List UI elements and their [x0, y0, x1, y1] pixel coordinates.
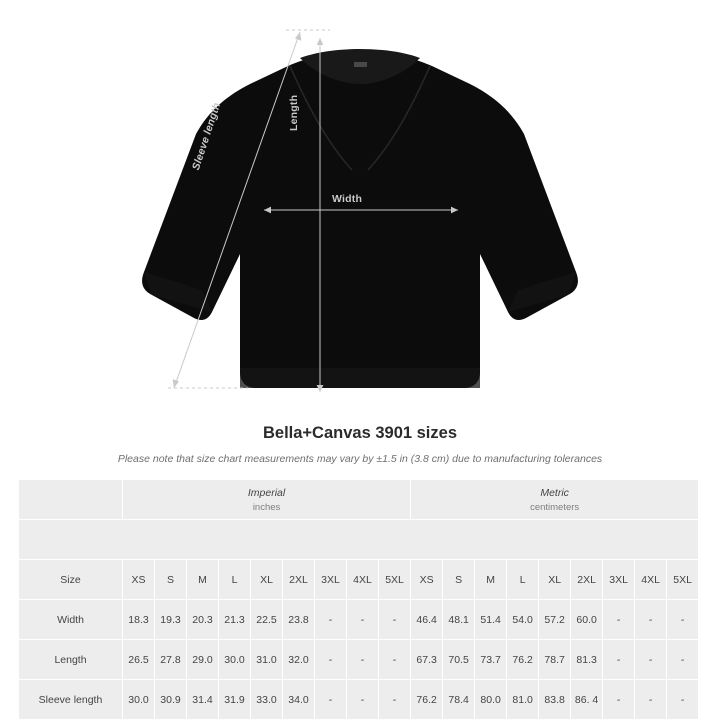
col-header-imperial-4xl: 4XL — [347, 560, 379, 600]
cell-sleeve-imperial-xs: 30.0 — [123, 680, 155, 720]
width-label: Width — [332, 193, 363, 205]
cell-length-metric-4xl: - — [635, 640, 667, 680]
unit-header-imperial — [123, 480, 411, 520]
cell-sleeve-metric-4xl: - — [635, 680, 667, 720]
col-header-metric-5xl: 5XL — [667, 560, 699, 600]
row-label-sleeve-length: Sleeve length — [19, 680, 123, 720]
col-header-metric-4xl: 4XL — [635, 560, 667, 600]
cell-width-metric-xl: 57.2 — [539, 600, 571, 640]
col-header-metric-m: M — [475, 560, 507, 600]
col-header-imperial-3xl: 3XL — [315, 560, 347, 600]
row-label-length: Length — [19, 640, 123, 680]
cell-sleeve-metric-s: 78.4 — [443, 680, 475, 720]
cell-sleeve-imperial-4xl: - — [347, 680, 379, 720]
col-header-metric-s: S — [443, 560, 475, 600]
unit-header-blank — [19, 480, 123, 520]
col-header-imperial-l: L — [219, 560, 251, 600]
cell-width-imperial-2xl: 23.8 — [283, 600, 315, 640]
sleeve-length-label: Sleeve length — [190, 101, 224, 172]
cell-sleeve-imperial-s: 30.9 — [155, 680, 187, 720]
col-header-metric-3xl: 3XL — [603, 560, 635, 600]
cell-width-metric-s: 48.1 — [443, 600, 475, 640]
cell-length-imperial-2xl: 32.0 — [283, 640, 315, 680]
size-table-container — [0, 479, 720, 720]
cell-sleeve-metric-xs: 76.2 — [411, 680, 443, 720]
spacer-cell — [19, 520, 699, 560]
cell-width-imperial-4xl: - — [347, 600, 379, 640]
size-header-row — [19, 560, 720, 600]
col-header-metric-xl: XL — [539, 560, 571, 600]
cell-width-imperial-l: 21.3 — [219, 600, 251, 640]
cell-width-metric-xs: 46.4 — [411, 600, 443, 640]
table-row — [19, 640, 720, 680]
unit-sub-metric: centimeters — [530, 501, 580, 513]
cell-width-metric-l: 54.0 — [507, 600, 539, 640]
cell-length-imperial-3xl: - — [315, 640, 347, 680]
unit-header-metric — [411, 480, 699, 520]
cell-width-metric-2xl: 60.0 — [571, 600, 603, 640]
cell-length-imperial-m: 29.0 — [187, 640, 219, 680]
cell-length-imperial-xl: 31.0 — [251, 640, 283, 680]
table-row — [19, 600, 720, 640]
cell-length-imperial-5xl: - — [379, 640, 411, 680]
cell-sleeve-imperial-5xl: - — [379, 680, 411, 720]
cell-width-metric-4xl: - — [635, 600, 667, 640]
tolerance-note: Please note that size chart measurements may vary by ±1.5 in (3.8 cm) due to manufacturing tolerances — [117, 453, 603, 465]
cell-width-imperial-s: 19.3 — [155, 600, 187, 640]
title-block — [0, 410, 720, 465]
cell-width-metric-5xl: - — [667, 600, 699, 640]
cell-length-metric-s: 70.5 — [443, 640, 475, 680]
table-spacer-row — [19, 520, 720, 560]
cell-sleeve-metric-3xl: - — [603, 680, 635, 720]
table-row — [19, 680, 720, 720]
col-header-imperial-xl: XL — [251, 560, 283, 600]
cell-width-imperial-3xl: - — [315, 600, 347, 640]
col-header-imperial-2xl: 2XL — [283, 560, 315, 600]
cell-sleeve-metric-5xl: - — [667, 680, 699, 720]
cell-length-metric-3xl: - — [603, 640, 635, 680]
cell-sleeve-metric-m: 80.0 — [475, 680, 507, 720]
cell-width-imperial-5xl: - — [379, 600, 411, 640]
unit-name-metric: Metric — [540, 486, 569, 499]
cell-sleeve-imperial-2xl: 34.0 — [283, 680, 315, 720]
size-chart-table — [18, 479, 720, 720]
length-label: Length — [288, 94, 300, 131]
cell-length-metric-l: 76.2 — [507, 640, 539, 680]
cell-width-imperial-xs: 18.3 — [123, 600, 155, 640]
cell-width-imperial-xl: 22.5 — [251, 600, 283, 640]
size-column-header: Size — [19, 560, 123, 600]
col-header-imperial-xs: XS — [123, 560, 155, 600]
col-header-imperial-5xl: 5XL — [379, 560, 411, 600]
cell-length-metric-m: 73.7 — [475, 640, 507, 680]
cell-length-imperial-l: 30.0 — [219, 640, 251, 680]
cell-length-metric-xs: 67.3 — [411, 640, 443, 680]
cell-sleeve-imperial-l: 31.9 — [219, 680, 251, 720]
col-header-imperial-s: S — [155, 560, 187, 600]
cell-width-metric-3xl: - — [603, 600, 635, 640]
unit-sub-imperial: inches — [252, 501, 281, 513]
page-title: Bella+Canvas 3901 sizes — [262, 424, 457, 442]
cell-width-imperial-m: 20.3 — [187, 600, 219, 640]
cell-length-imperial-4xl: - — [347, 640, 379, 680]
unit-header-row — [19, 480, 720, 520]
cell-length-metric-xl: 78.7 — [539, 640, 571, 680]
cell-length-metric-2xl: 81.3 — [571, 640, 603, 680]
col-header-imperial-m: M — [187, 560, 219, 600]
col-header-metric-xs: XS — [411, 560, 443, 600]
unit-name-imperial: Imperial — [247, 486, 286, 499]
cell-sleeve-metric-xl: 83.8 — [539, 680, 571, 720]
cell-sleeve-imperial-3xl: - — [315, 680, 347, 720]
sweatshirt-shape — [142, 49, 578, 388]
cell-width-metric-m: 51.4 — [475, 600, 507, 640]
cell-sleeve-imperial-m: 31.4 — [187, 680, 219, 720]
row-label-width: Width — [19, 600, 123, 640]
cell-length-metric-5xl: - — [667, 640, 699, 680]
cell-sleeve-metric-2xl: 86. 4 — [571, 680, 603, 720]
cell-sleeve-metric-l: 81.0 — [507, 680, 539, 720]
col-header-metric-l: L — [507, 560, 539, 600]
cell-length-imperial-xs: 26.5 — [123, 640, 155, 680]
cell-sleeve-imperial-xl: 33.0 — [251, 680, 283, 720]
col-header-metric-2xl: 2XL — [571, 560, 603, 600]
cell-length-imperial-s: 27.8 — [155, 640, 187, 680]
